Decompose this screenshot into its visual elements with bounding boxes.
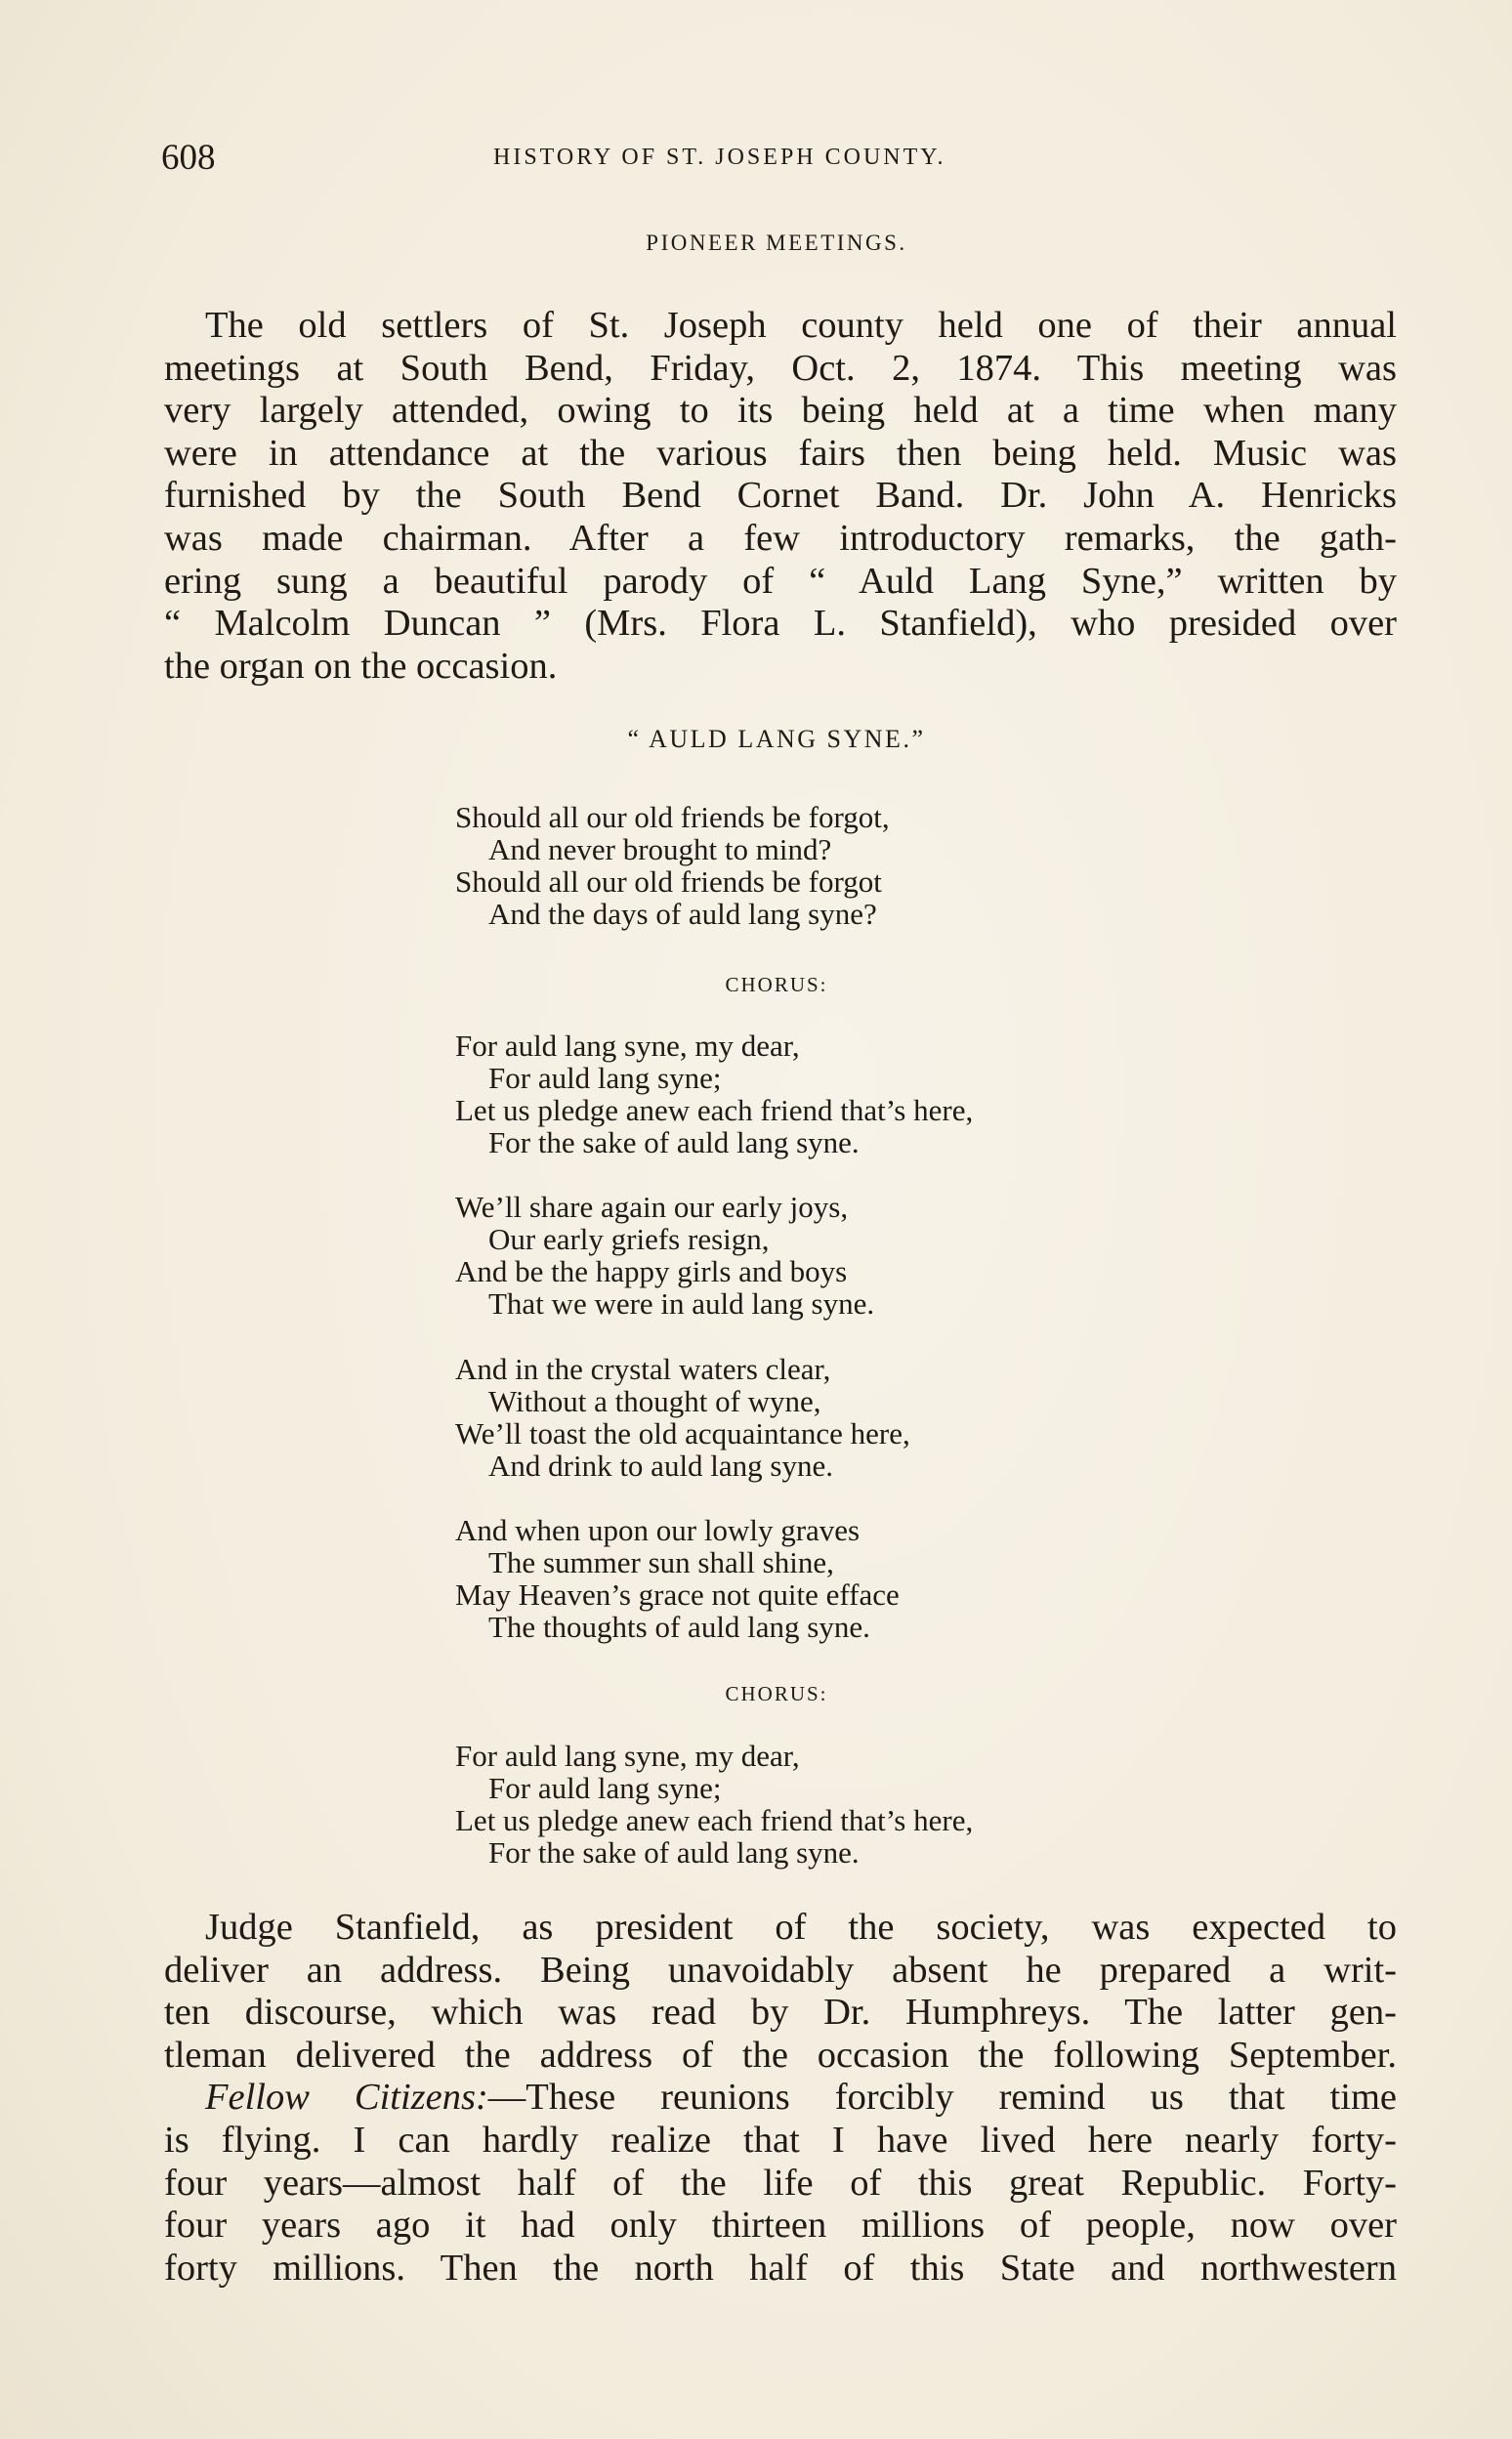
verse-line: And the days of auld lang syne? [488, 897, 877, 931]
poem-stanza-4 [455, 1514, 900, 1643]
running-head: HISTORY OF ST. JOSEPH COUNTY. [493, 145, 946, 170]
verse-line: The thoughts of auld lang syne. [488, 1610, 870, 1644]
poem-stanza-3 [455, 1353, 910, 1482]
address-first-line: —These reunions forcibly remind us that time [487, 2077, 1397, 2119]
poem-title: “ AULD LANG SYNE.” [627, 725, 926, 753]
paragraph-line: the organ on the occasion. [164, 645, 558, 687]
verse-line: We’ll toast the old acquaintance here, [455, 1416, 910, 1451]
paragraph-line: ten discourse, which was read by Dr. Humphreys. The latter gen- [164, 1992, 1397, 2034]
verse-line: For the sake of auld lang syne. [488, 1835, 860, 1870]
verse-line: And when upon our lowly graves [455, 1513, 861, 1547]
verse-line: Without a thought of wyne, [488, 1384, 821, 1418]
verse-line: May Heaven’s grace not quite efface [455, 1577, 900, 1612]
paragraph-line: were in attendance at the various fairs then being held. Music was [164, 432, 1397, 474]
closing-paragraph [164, 1907, 1397, 2290]
paragraph-line: deliver an address. Being unavoidably absent he prepared a writ- [164, 1949, 1397, 1991]
paragraph-line [164, 2077, 1397, 2120]
verse-line: And drink to auld lang syne. [488, 1449, 834, 1483]
paragraph-line: very largely attended, owing to its being held at a time when many [164, 390, 1397, 432]
chorus-label: CHORUS: [725, 973, 828, 996]
paragraph-line: ering sung a beautiful parody of “ Auld Lang Syne,” written by [164, 560, 1397, 602]
verse-line: We’ll share again our early joys, [455, 1190, 849, 1224]
verse-line: Our early griefs resign, [488, 1222, 770, 1256]
paragraph-line: furnished by the South Bend Cornet Band. Dr. John A. Henricks [164, 475, 1397, 517]
verse-line: Let us pledge anew each friend that’s here, [455, 1803, 974, 1837]
paragraph-line: forty millions. Then the north half of this State and northwestern [164, 2247, 1397, 2289]
section-title: PIONEER MEETINGS. [646, 231, 907, 255]
poem-chorus-2 [455, 1740, 973, 1869]
verse-line: The summer sun shall shine, [488, 1545, 834, 1579]
poem-chorus-1 [455, 1030, 973, 1158]
chorus-label: CHORUS: [725, 1682, 828, 1705]
verse-line: Should all our old friends be forgot [455, 864, 882, 899]
paragraph-line: The old settlers of St. Joseph county held one of their annual [205, 305, 1397, 346]
paragraph-line: “ Malcolm Duncan ” (Mrs. Flora L. Stanfield), who presided over [164, 603, 1397, 645]
paragraph-line: was made chairman. After a few introductory remarks, the gath- [164, 517, 1397, 559]
paragraph-line: is flying. I can hardly realize that I have lived here nearly forty- [164, 2119, 1397, 2161]
paragraph-line: four years ago it had only thirteen millions of people, now over [164, 2205, 1397, 2247]
verse-line: That we were in auld lang syne. [488, 1286, 875, 1321]
verse-line: And in the crystal waters clear, [455, 1352, 831, 1386]
poem-stanza-1 [455, 801, 890, 930]
paragraph-line: tleman delivered the address of the occasion the following September. [164, 2034, 1397, 2076]
verse-line: For the sake of auld lang syne. [488, 1125, 860, 1159]
verse-line: And never brought to mind? [488, 832, 832, 866]
page-header [161, 137, 1397, 176]
paragraph-line: meetings at South Bend, Friday, Oct. 2, 1874. This meeting was [164, 347, 1397, 389]
verse-line: For auld lang syne; [488, 1061, 722, 1095]
address-salutation: Fellow Citizens: [205, 2077, 488, 2119]
intro-paragraph [164, 305, 1397, 688]
verse-line: Let us pledge anew each friend that’s here, [455, 1093, 974, 1127]
verse-line: Should all our old friends be forgot, [455, 800, 890, 834]
verse-line: For auld lang syne, my dear, [455, 1739, 800, 1773]
verse-line: For auld lang syne, my dear, [455, 1029, 800, 1063]
poem-stanza-2 [455, 1191, 874, 1320]
verse-line: And be the happy girls and boys [455, 1254, 848, 1288]
paragraph-line: Judge Stanfield, as president of the society, was expected to [205, 1907, 1397, 1948]
verse-line: For auld lang syne; [488, 1771, 722, 1805]
page-number: 608 [161, 138, 216, 178]
paragraph-line: four years—almost half of the life of this great Republic. Forty- [164, 2162, 1397, 2204]
